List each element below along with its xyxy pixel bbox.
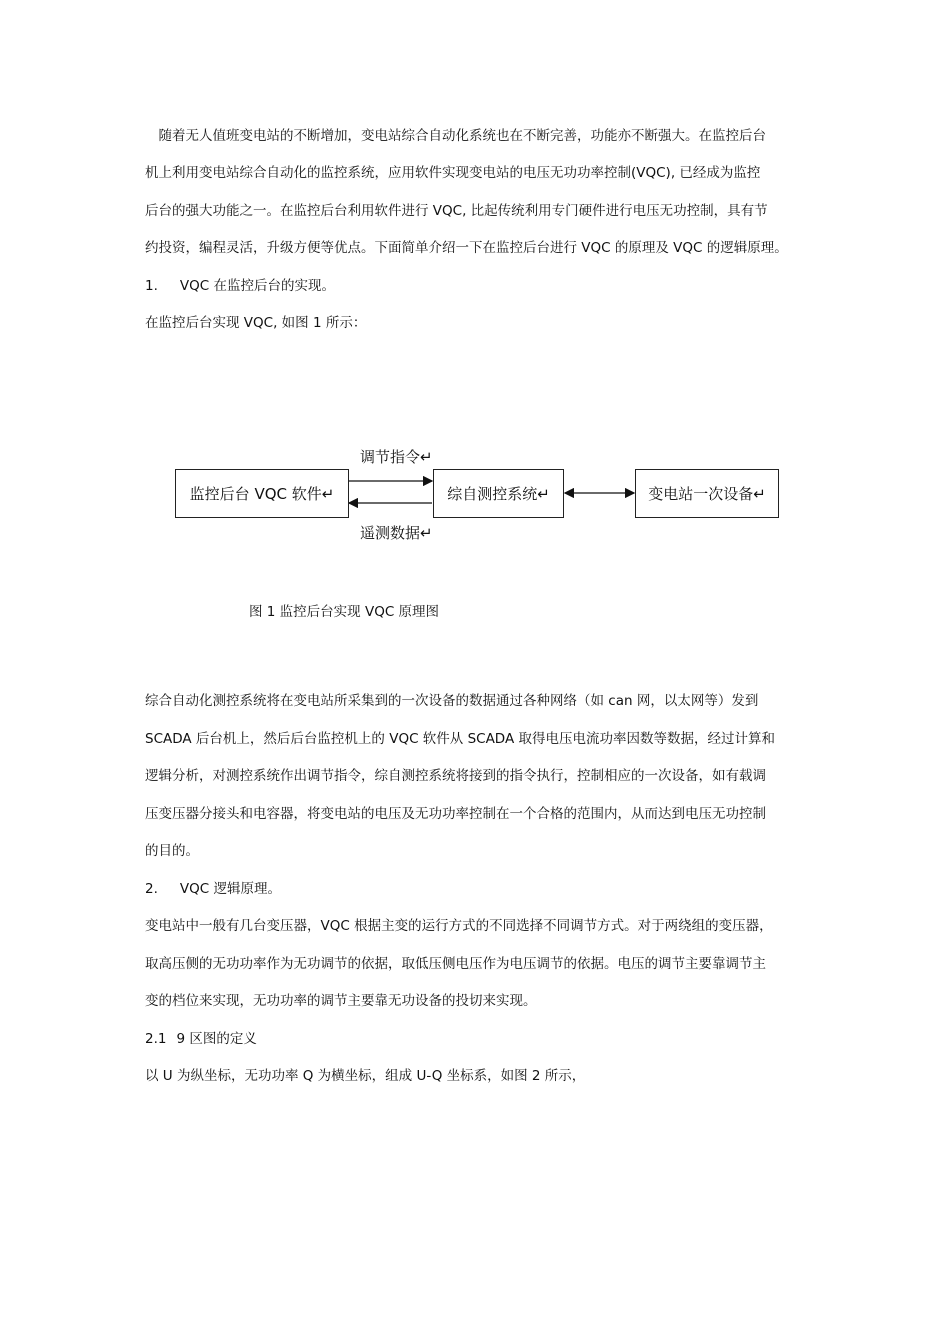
intro-line-4: 约投资，编程灵活，升级方便等优点。下面简单介绍一下在监控后台进行 VQC 的原理及 VQC 的逻辑原理。 xyxy=(145,240,788,256)
intro-line-3: 后台的强大功能之一。在监控后台利用软件进行 VQC, 比起传统利用专门硬件进行电压无功控制，具有节 xyxy=(145,203,768,219)
section-2-number: 2. xyxy=(145,881,158,897)
intro-line-2: 机上利用变电站综合自动化的监控系统，应用软件实现变电站的电压无功功率控制(VQC), 已经成为监控 xyxy=(145,165,761,181)
label-telemetry-data: 遥测数据↵ xyxy=(360,524,433,542)
box-vqc-software: 监控后台 VQC 软件↵ xyxy=(175,469,349,518)
box-measurement-control-system: 综自测控系统↵ xyxy=(433,469,564,518)
para3-line-3: 变的档位来实现，无功功率的调节主要靠无功设备的投切来实现。 xyxy=(145,993,537,1009)
para3-line-2: 取高压侧的无功功率作为无功调节的依据，取低压侧电压作为电压调节的依据。电压的调节主要靠调节主 xyxy=(145,956,766,972)
section-1-number: 1. xyxy=(145,278,158,294)
intro-line-1: 随着无人值班变电站的不断增加，变电站综合自动化系统也在不断完善，功能亦不断强大。在监控后台 xyxy=(145,128,766,144)
section-2-1-heading xyxy=(145,1030,257,1048)
para2-line-1: 综合自动化测控系统将在变电站所采集到的一次设备的数据通过各种网络（如 can 网，以太网等）发到 xyxy=(145,693,759,709)
para2-line-4: 压变压器分接头和电容器，将变电站的电压及无功功率控制在一个合格的范围内，从而达到电压无功控制 xyxy=(145,806,766,822)
para3-line-1: 变电站中一般有几台变压器，VQC 根据主变的运行方式的不同选择不同调节方式。对于两绕组的变压器， xyxy=(145,918,773,934)
para4-line-1: 以 U 为纵坐标，无功功率 Q 为横坐标，组成 U-Q 坐标系，如图 2 所示， xyxy=(145,1068,586,1084)
figure-1-caption: 图 1 监控后台实现 VQC 原理图 xyxy=(249,604,440,620)
section-1-title: VQC 在监控后台的实现。 xyxy=(179,278,335,294)
section-2-heading xyxy=(145,880,281,898)
para2-line-5: 的目的。 xyxy=(145,843,199,859)
box-primary-equipment: 变电站一次设备↵ xyxy=(635,469,779,518)
para2-line-2: SCADA 后台机上，然后后台监控机上的 VQC 软件从 SCADA 取得电压电流功率因数等数据，经过计算和 xyxy=(145,731,775,747)
section-2-1-title: 9 区图的定义 xyxy=(176,1031,257,1047)
section-2-1-number: 2.1 xyxy=(145,1031,167,1047)
section-1-intro: 在监控后台实现 VQC, 如图 1 所示： xyxy=(145,315,367,331)
para2-line-3: 逻辑分析，对测控系统作出调节指令，综自测控系统将接到的指令执行，控制相应的一次设备，如有载调 xyxy=(145,768,766,784)
section-2-title: VQC 逻辑原理。 xyxy=(179,881,281,897)
label-adjust-command: 调节指令↵ xyxy=(360,448,433,466)
